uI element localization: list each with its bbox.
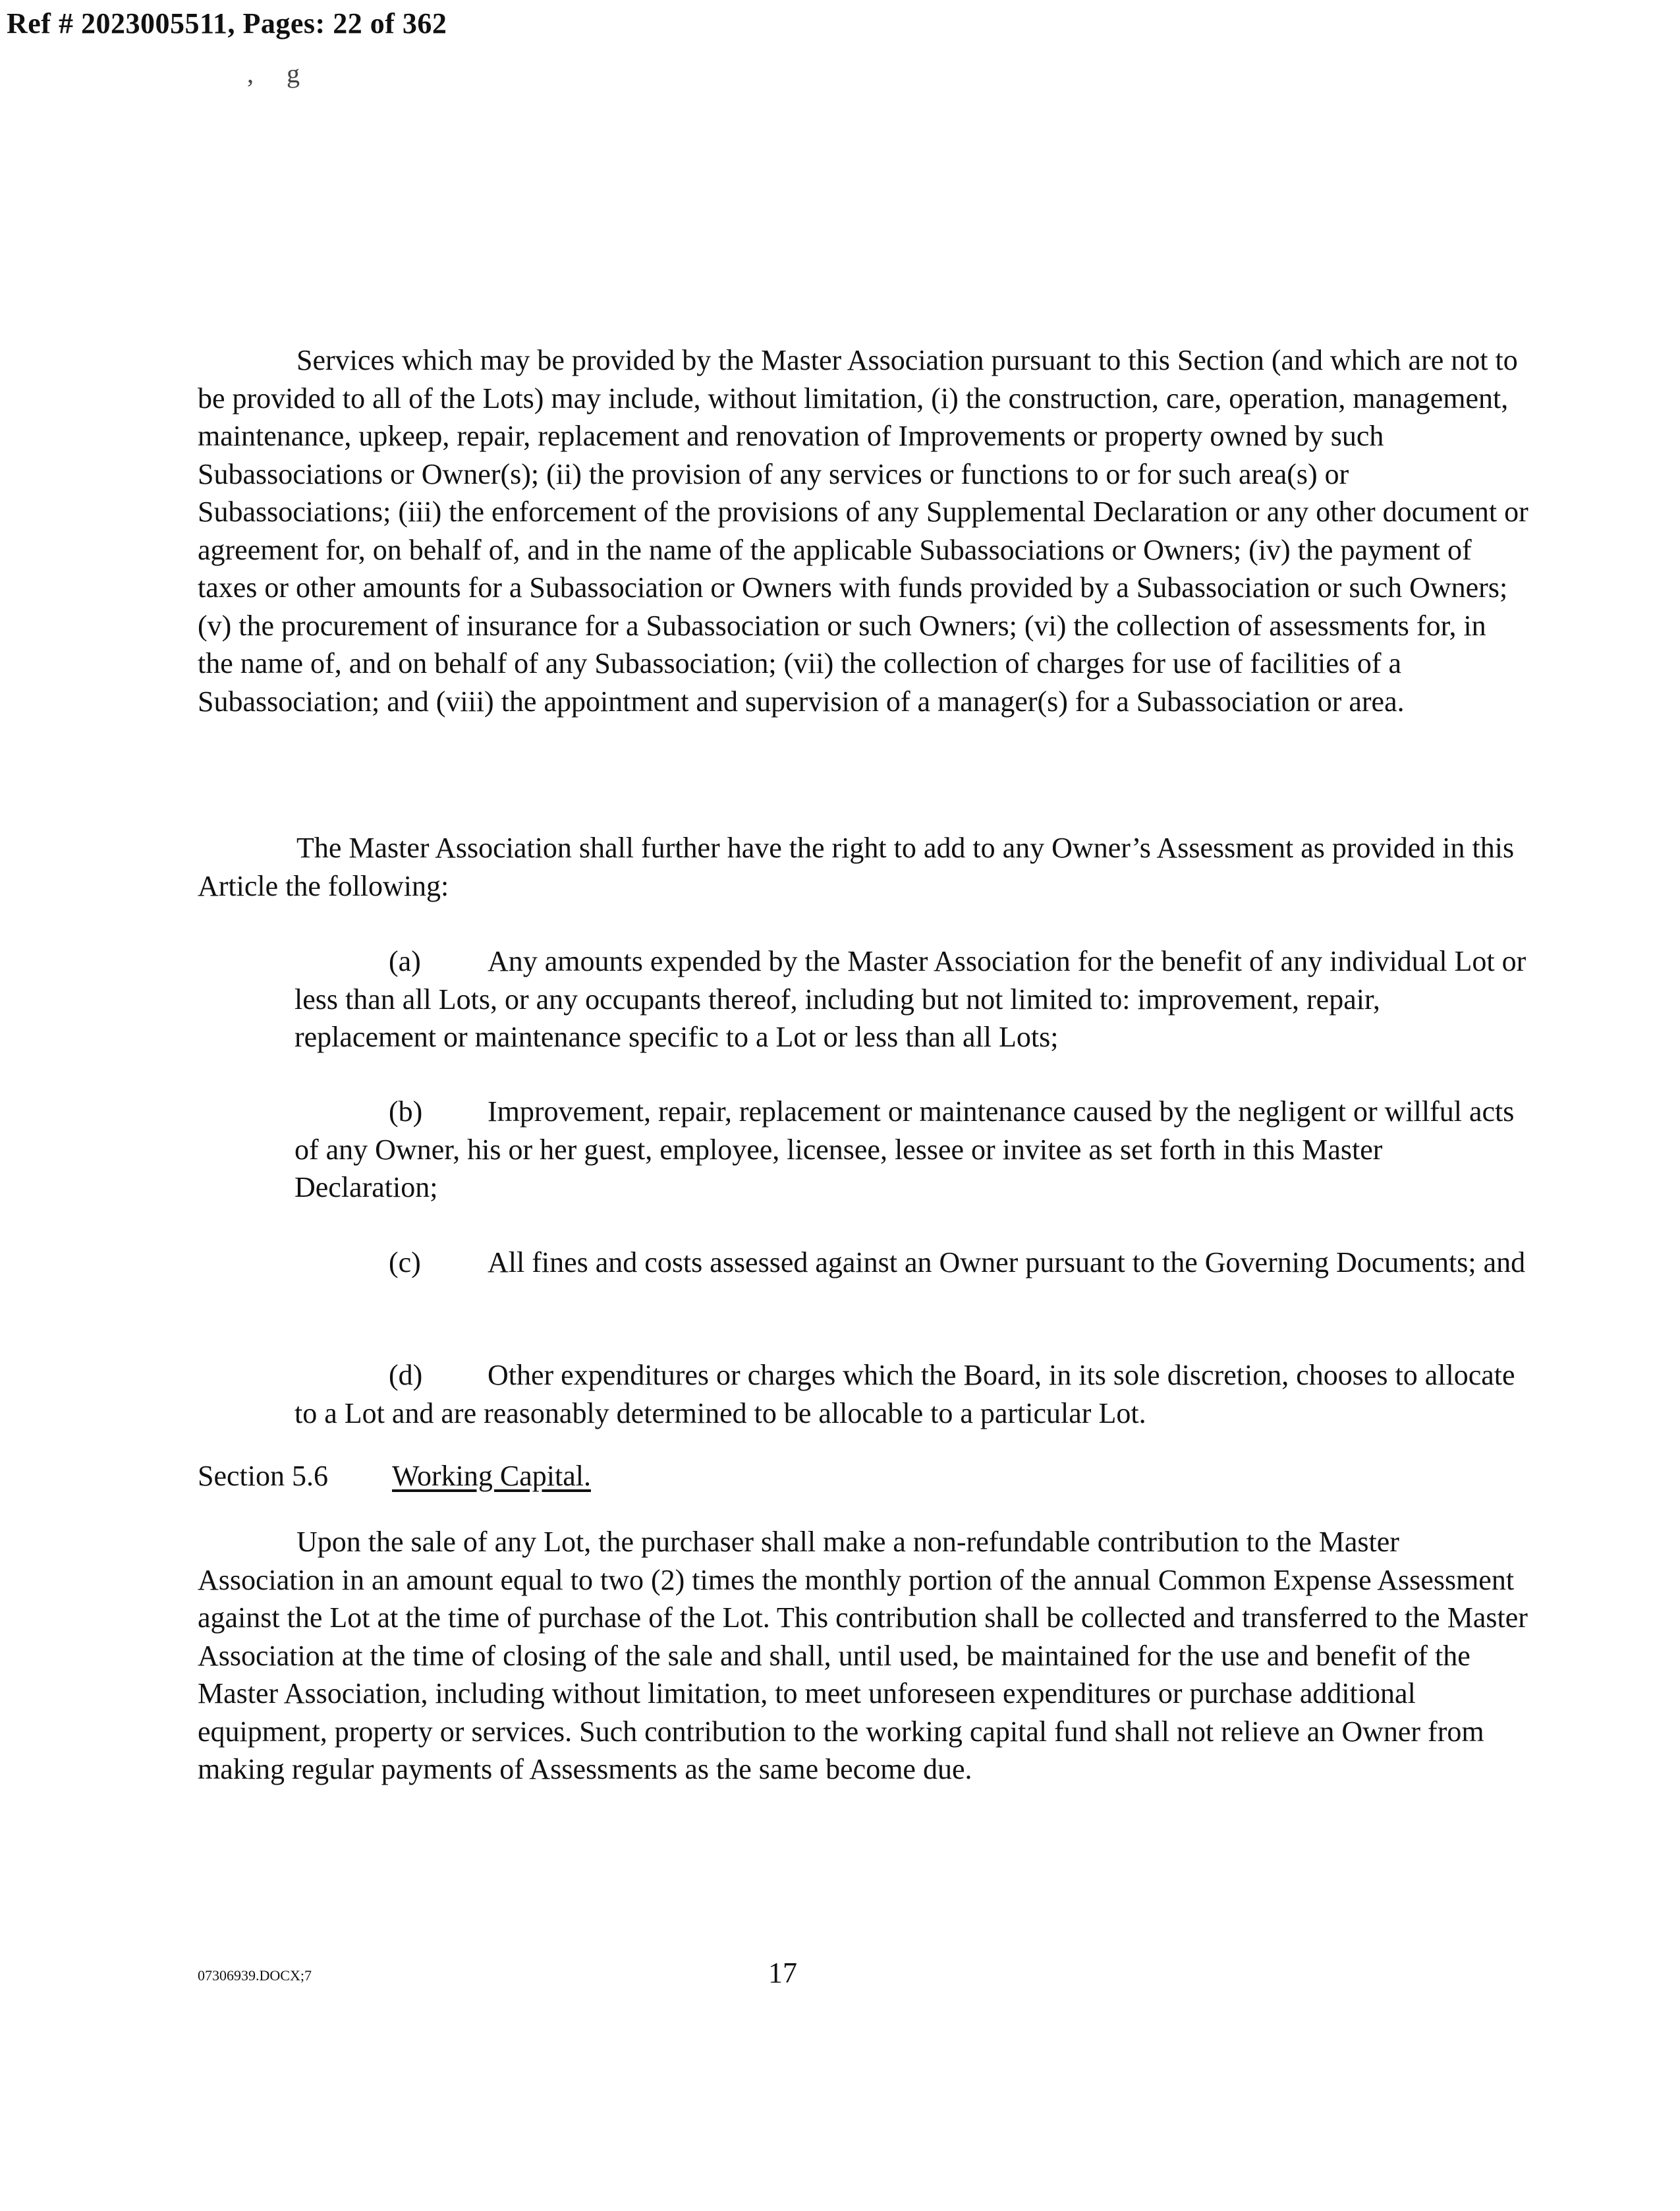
list-item-marker: (a) [389, 945, 421, 977]
document-id: 07306939.DOCX;7 [198, 1967, 312, 1984]
list-item-text: All fines and costs assessed against an Owner pursuant to the Governing Documents; and [488, 1246, 1526, 1278]
right-to-add-paragraph: The Master Association shall further have the right to add to any Owner’s Assessment as provided in this Article the following: [198, 832, 1515, 902]
section-heading [198, 1457, 591, 1495]
list-item-a [294, 942, 1528, 1056]
working-capital-paragraph: Upon the sale of any Lot, the purchaser shall make a non-refundable contribution to the Master Association in an amount equal to two (2) times the monthly portion of the annual Common Expense Assessment against the Lot at the time of purchase of the Lot. This contribution shall be collected and transferred to the Master Association at the time of closing of the sale and shall, until used, be maintained for the use and benefit of the Master Association, including without limitation, to meet unforeseen expenditures or purchase additional equipment, property or services. Such contribution to the working capital fund shall not relieve an Owner from making regular payments of Assessments as the same become due. [198, 1526, 1528, 1785]
list-item-marker: (b) [389, 1095, 423, 1128]
section-number: Section 5.6 [198, 1460, 328, 1492]
list-item-c [294, 1244, 1528, 1282]
page-number: 17 [768, 1957, 797, 1989]
services-paragraph: Services which may be provided by the Master Association pursuant to this Section (and which are not to be provided to all of the Lots) may include, without limitation, (i) the construction, care, operation, management, maintenance, upkeep, repair, replacement and renovation of Improvements or property owned by such Subassociations or Owner(s); (ii) the provision of any services or functions to or for such area(s) or Subassociations; (iii) the enforcement of the provisions of any Supplemental Declaration or any other document or agreement for, on behalf of, and in the name of the applicable Subassociations or Owners; (iv) the payment of taxes or other amounts for a Subassociation or Owners with funds provided by a Subassociation or such Owners; (v) the procurement of insurance for a Subassociation or such Owners; (vi) the collection of assessments for, in the name of, and on behalf of any Subassociation; (vii) the collection of charges for use of facilities of a Subassociation; and (viii) the appointment and supervision of a manager(s) for a Subassociation or area. [198, 344, 1528, 718]
list-item-marker: (d) [389, 1359, 423, 1391]
list-item-text: Any amounts expended by the Master Association for the benefit of any individual Lot or less than all Lots, or any occupants thereof, including but not limited to: improvement, repair, replacement or maintenance specific to a Lot or less than all Lots; [294, 945, 1526, 1053]
list-item-marker: (c) [389, 1246, 421, 1278]
list-item-d [294, 1356, 1528, 1432]
reference-header: Ref # 2023005511, Pages: 22 of 362 [7, 7, 447, 40]
scan-artifact-text: , g [247, 59, 313, 88]
list-item-text: Other expenditures or charges which the Board, in its sole discretion, chooses to allocate to a Lot and are reasonably determined to be allocable to a particular Lot. [294, 1359, 1515, 1429]
list-item-b [294, 1093, 1528, 1207]
section-title: Working Capital. [392, 1460, 591, 1492]
list-item-text: Improvement, repair, replacement or maintenance caused by the negligent or willful acts of any Owner, his or her guest, employee, licensee, lessee or invitee as set forth in this Master Declaration; [294, 1095, 1515, 1203]
